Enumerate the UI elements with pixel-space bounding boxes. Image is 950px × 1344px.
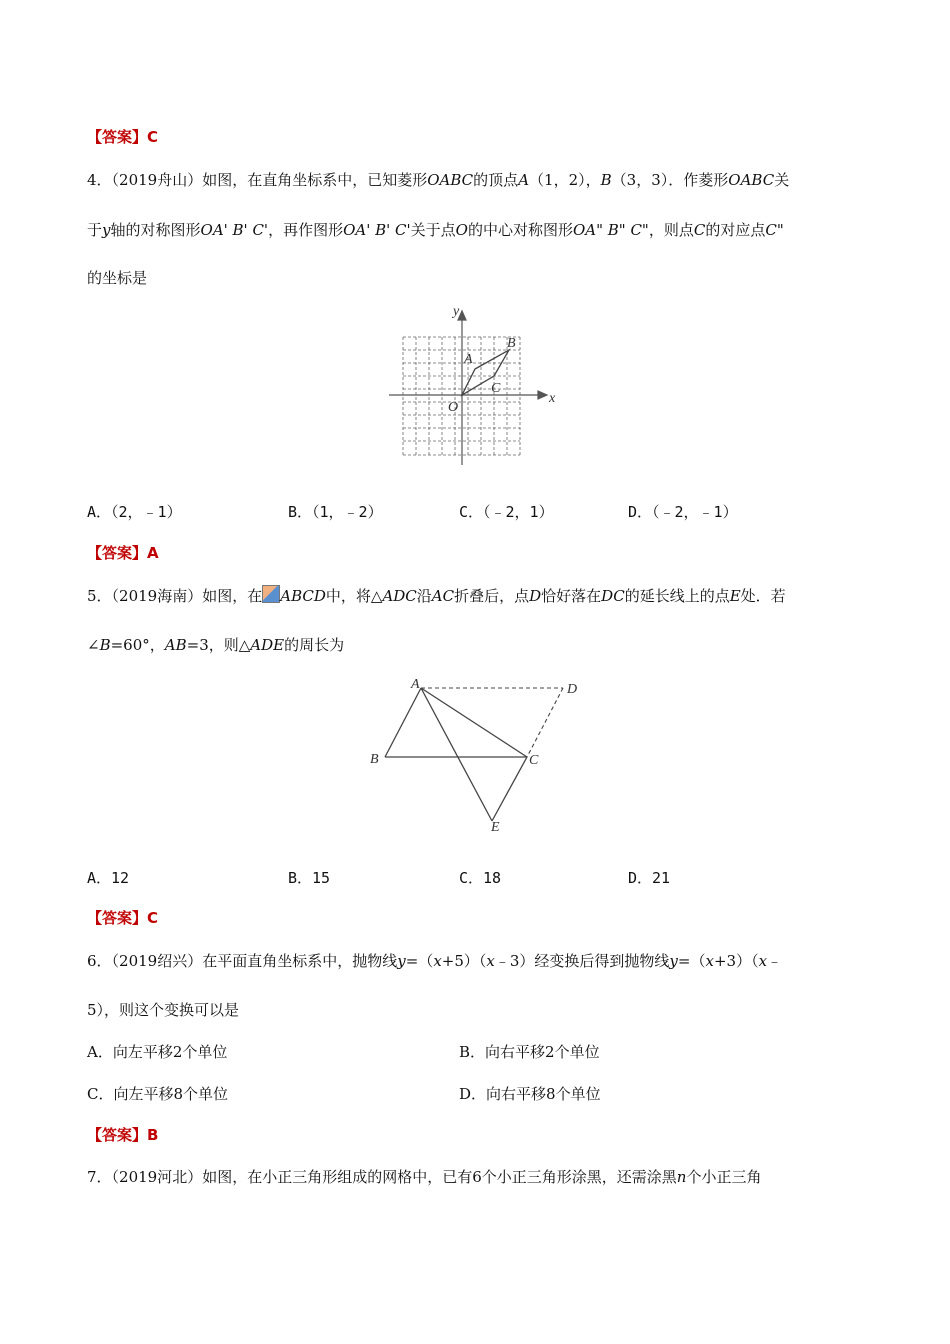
math: O: [455, 221, 468, 239]
math: OA' B' C': [343, 221, 411, 239]
math: ABCD: [280, 587, 326, 605]
math: B: [600, 171, 612, 189]
math: C": [765, 221, 784, 239]
math: A: [518, 171, 530, 189]
math: OA' B' C': [200, 221, 269, 239]
text: 关于点: [410, 221, 456, 239]
question-source: （2019舟山）: [111, 171, 203, 189]
math: DC: [601, 587, 625, 605]
label-c: C: [529, 753, 539, 768]
text: 如图，在: [202, 587, 263, 605]
math: x: [705, 952, 714, 970]
math: E: [729, 587, 741, 605]
q5-figure: [366, 673, 596, 833]
math: OABC: [728, 171, 775, 189]
q6-line1: [87, 951, 782, 971]
text: ，则点: [648, 221, 694, 239]
text: =3，则△: [186, 636, 251, 654]
math: AB: [164, 636, 187, 654]
answer-value: B: [147, 1126, 159, 1144]
question-source: （2019绍兴）: [111, 952, 203, 970]
text: 的延长线上的点: [624, 587, 730, 605]
math: x: [758, 952, 768, 970]
q6-line2: [87, 1000, 239, 1020]
answer-tag: 【答案】: [87, 909, 148, 927]
q4-line1: [87, 170, 789, 190]
q5-option-c: C．18: [459, 869, 502, 887]
text: +3）（: [713, 952, 759, 970]
math: C: [693, 221, 706, 239]
text: ﹣: [767, 952, 783, 970]
text: ，再作图形: [268, 221, 344, 239]
math: D: [529, 587, 542, 605]
text: 处．若: [740, 587, 786, 605]
text: （1，2）: [529, 171, 586, 189]
q5-option-a: A．12: [87, 869, 130, 887]
math: x: [433, 952, 442, 970]
answer-q6: [87, 1125, 158, 1145]
text: 个小正三角: [686, 1168, 762, 1186]
text: 轴的对称图形: [110, 221, 201, 239]
text: 恰好落在: [541, 587, 602, 605]
q4-figure: [385, 303, 565, 468]
text: 如图，在直角坐标系中，已知菱形: [202, 171, 428, 189]
answer-value: A: [147, 544, 159, 562]
label-o: O: [448, 400, 459, 415]
text: +5）（: [441, 952, 487, 970]
math: y: [669, 952, 678, 970]
q4-option-a: A．（2，﹣1）: [87, 503, 182, 521]
text: ﹣3）经变换后得到抛物线: [494, 952, 670, 970]
math: B: [99, 636, 111, 654]
q5-line2: [87, 635, 344, 655]
answer-value: C: [147, 128, 159, 146]
text: 的坐标是: [87, 269, 148, 287]
question-source: （2019河北）: [111, 1168, 203, 1186]
q4-option-b: B．（1，﹣2）: [288, 503, 383, 521]
segment-ce: [492, 757, 527, 821]
text: ∠: [87, 636, 100, 654]
label-b: B: [370, 752, 379, 767]
q6-option-a: A．向左平移2个单位: [87, 1043, 228, 1061]
math: ADE: [250, 636, 285, 654]
segment-ab: [385, 688, 421, 757]
label-b: B: [507, 336, 516, 351]
text: 折叠后，点: [454, 587, 530, 605]
label-x: x: [549, 391, 556, 406]
question-number: 6．: [87, 952, 112, 970]
math: x: [486, 952, 495, 970]
answer-value: C: [147, 909, 159, 927]
q5-option-d: D．21: [628, 869, 671, 887]
q4-line3: [87, 268, 147, 288]
math: OA" B" C": [572, 221, 649, 239]
question-number: 5．: [87, 587, 112, 605]
q6-option-c: C．向左平移8个单位: [87, 1085, 229, 1103]
text: 5），则这个变换可以是: [87, 1001, 240, 1019]
text: 的中心对称图形: [467, 221, 573, 239]
text: 的周长为: [284, 636, 345, 654]
text: 的顶点: [473, 171, 519, 189]
math: y: [397, 952, 406, 970]
segment-dc-dashed: [527, 688, 563, 757]
label-a: A: [411, 677, 420, 692]
answer-tag: 【答案】: [87, 544, 148, 562]
label-e: E: [491, 820, 500, 835]
text: 如图，在小正三角形组成的网格中，已有6个小正三角形涂黑，还需涂黑: [202, 1168, 677, 1186]
question-source: （2019海南）: [111, 587, 203, 605]
text: 关: [774, 171, 790, 189]
q4-option-d: D．（﹣2，﹣1）: [628, 503, 738, 521]
answer-tag: 【答案】: [87, 1126, 148, 1144]
text: =（: [405, 952, 434, 970]
math: ADC: [382, 587, 417, 605]
q4-line2: [87, 220, 784, 240]
text: 中，将△: [325, 587, 383, 605]
math: n: [676, 1168, 687, 1186]
text: 沿: [416, 587, 432, 605]
q6-option-d: D．向右平移8个单位: [459, 1085, 601, 1103]
segment-ac: [421, 688, 527, 757]
question-number: 7．: [87, 1168, 112, 1186]
text: ，: [585, 171, 601, 189]
answer-q3: [87, 127, 158, 147]
math: AC: [431, 587, 455, 605]
math: y: [102, 221, 111, 239]
text: 在平面直角坐标系中，抛物线: [202, 952, 398, 970]
q7-line1: [87, 1167, 761, 1187]
label-d: D: [567, 682, 578, 697]
question-number: 4．: [87, 171, 112, 189]
answer-tag: 【答案】: [87, 128, 148, 146]
parallelogram-icon: [262, 585, 280, 603]
q5-line1: [87, 585, 786, 606]
math: OABC: [427, 171, 474, 189]
answer-q4: [87, 543, 159, 563]
text: 于: [87, 221, 103, 239]
text: 的对应点: [705, 221, 766, 239]
text: =60°，: [110, 636, 165, 654]
q5-option-b: B．15: [288, 869, 331, 887]
text: =（: [677, 952, 706, 970]
text: ．作菱形: [668, 171, 729, 189]
label-a: A: [464, 352, 473, 367]
answer-q5: [87, 908, 158, 928]
text: （3，3）: [611, 171, 669, 189]
label-c: C: [491, 381, 501, 396]
q4-option-c: C．（﹣2，1）: [459, 503, 554, 521]
q6-option-b: B．向右平移2个单位: [459, 1043, 600, 1061]
label-y: y: [453, 304, 460, 319]
segment-ae: [421, 688, 492, 821]
